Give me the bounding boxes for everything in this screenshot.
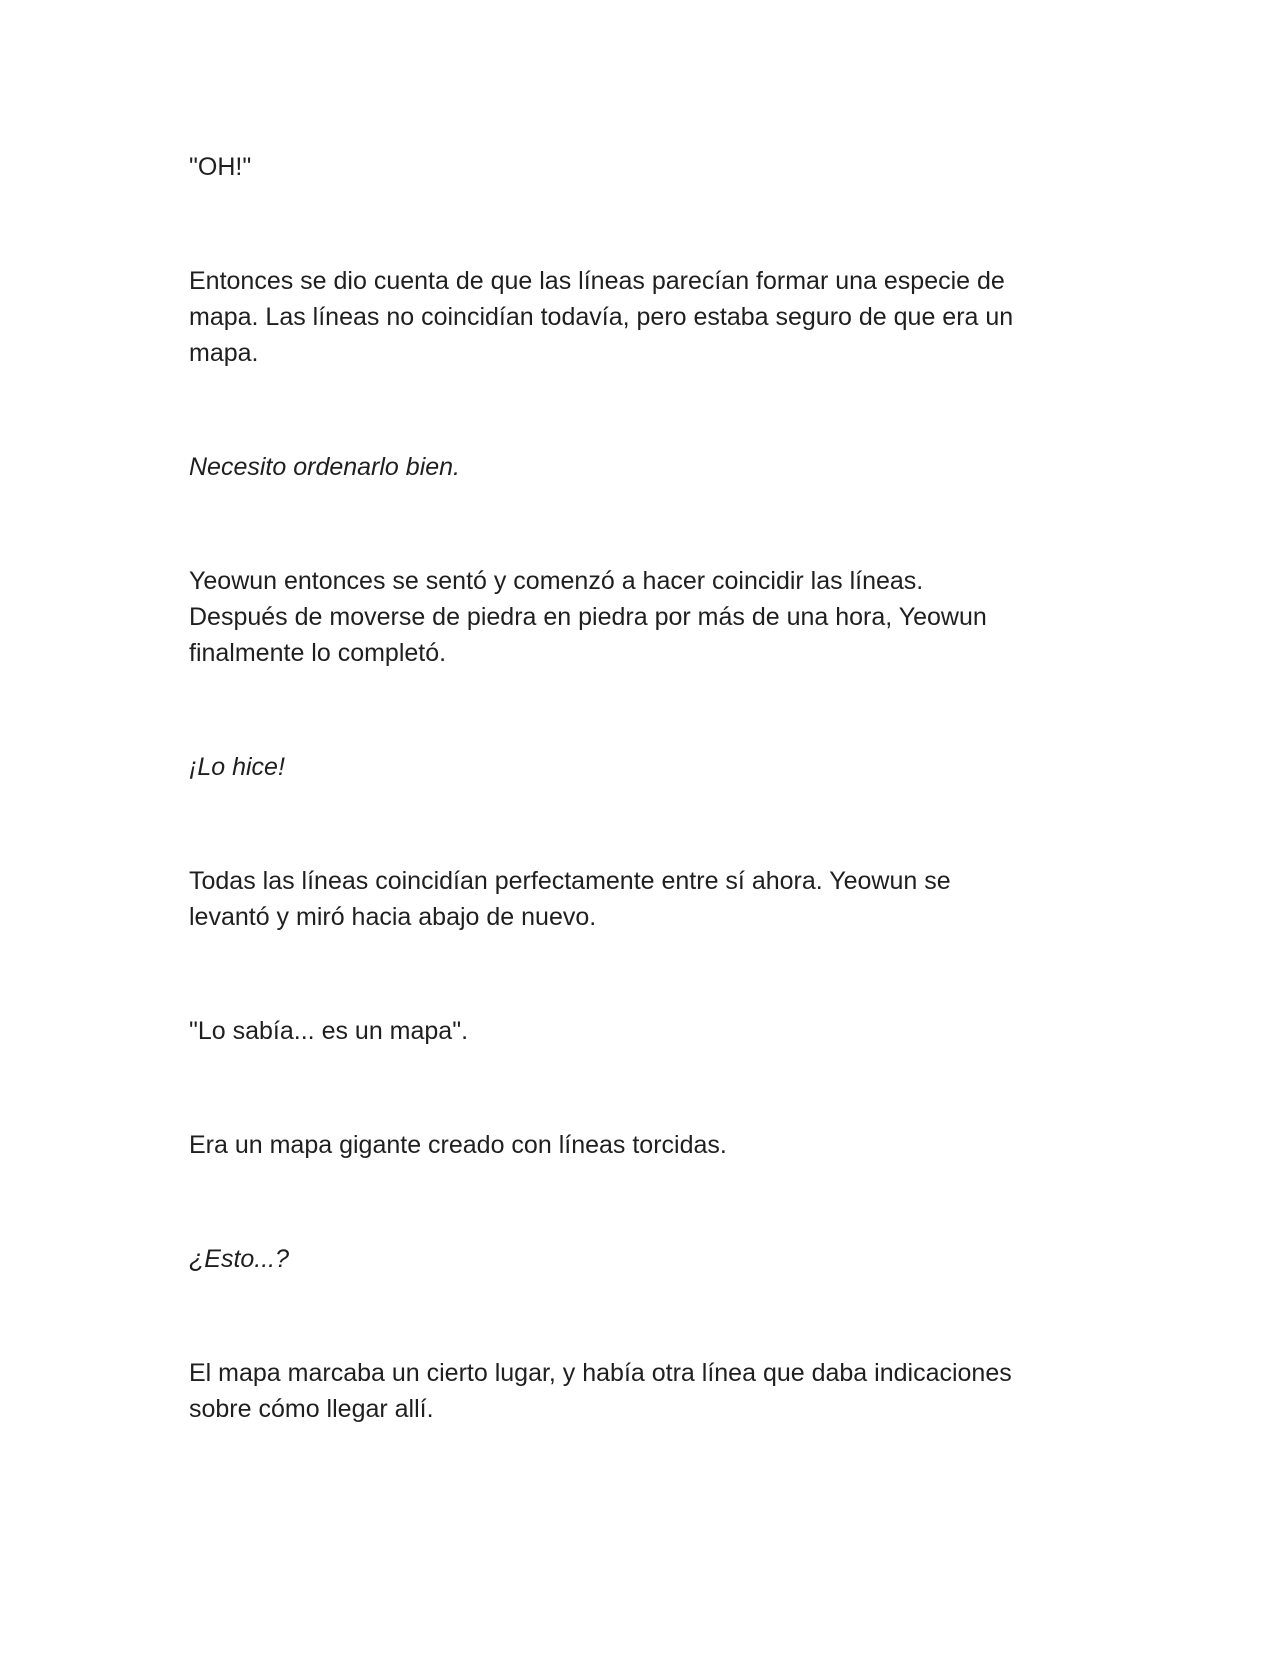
paragraph-map-realization [189, 263, 1099, 371]
paragraph-lines-match [189, 863, 1099, 935]
text-line: sobre cómo llegar allí. [189, 1395, 434, 1423]
text-line: Necesito ordenarlo bien. [189, 453, 460, 481]
text-line: mapa. [189, 339, 259, 367]
text-line: Todas las líneas coincidían perfectamente entre sí ahora. Yeowun se [189, 867, 951, 895]
paragraph-thought-this [189, 1241, 1099, 1277]
text-line: ¡Lo hice! [189, 753, 285, 781]
paragraph-exclamation [189, 149, 1099, 185]
text-line: ¿Esto...? [189, 1245, 290, 1273]
text-line: mapa. Las líneas no coincidían todavía, pero estaba seguro de que era un [189, 303, 1014, 331]
paragraph-dialogue-map [189, 1013, 1099, 1049]
paragraph-thought-done [189, 749, 1099, 785]
text-line: finalmente lo completó. [189, 639, 447, 667]
text-line: "Lo sabía... es un mapa". [189, 1017, 469, 1045]
paragraph-giant-map [189, 1127, 1099, 1163]
paragraph-map-marked [189, 1355, 1099, 1427]
paragraph-matching-lines [189, 563, 1099, 671]
paragraph-thought-order [189, 449, 1099, 485]
text-line: Era un mapa gigante creado con líneas torcidas. [189, 1131, 727, 1159]
text-line: El mapa marcaba un cierto lugar, y había otra línea que daba indicaciones [189, 1359, 1012, 1387]
text-line: Entonces se dio cuenta de que las líneas parecían formar una especie de [189, 267, 1005, 295]
text-line: levantó y miró hacia abajo de nuevo. [189, 903, 597, 931]
text-line: "OH!" [189, 153, 252, 181]
text-line: Yeowun entonces se sentó y comenzó a hacer coincidir las líneas. [189, 567, 924, 595]
text-line: Después de moverse de piedra en piedra por más de una hora, Yeowun [189, 603, 987, 631]
